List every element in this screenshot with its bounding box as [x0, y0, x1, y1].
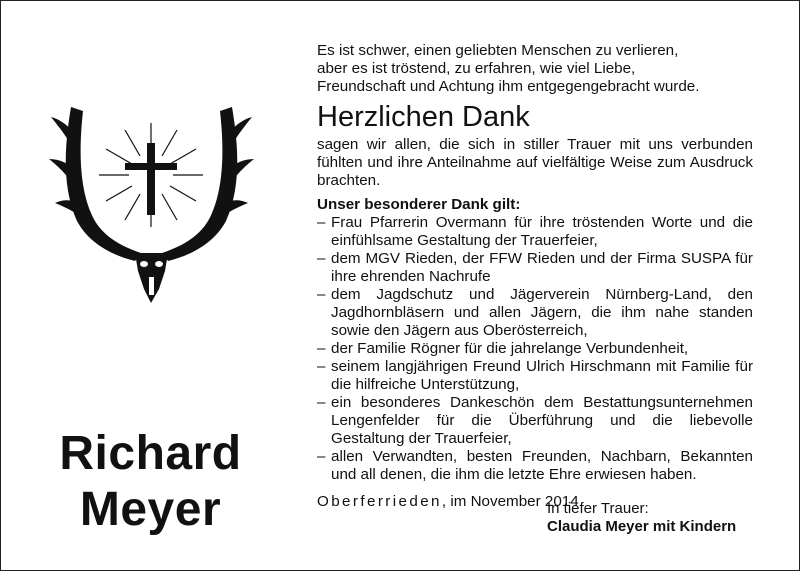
antlers-cross-icon [49, 93, 254, 308]
deceased-last-name: Meyer [79, 483, 222, 536]
intro-line: aber es ist tröstend, zu erfahren, wie viel Liebe, [317, 60, 636, 77]
place: Oberferrieden [317, 493, 442, 510]
deceased-first-name: Richard [59, 427, 242, 480]
special-thanks-title: Unser besonderer Dank gilt: [317, 196, 521, 213]
list-item: – dem MGV Rieden, der FFW Rieden und der Firma SUSPA für ihre ehrenden Nachrufe [317, 250, 753, 286]
list-item: – allen Verwandten, besten Freunden, Nachbarn, Bekannten und all denen, die ihm die letzte Ehre erwiesen haben. [317, 448, 753, 484]
mourning-label: In tiefer Trauer: [547, 500, 649, 517]
list-item: – der Familie Rögner für die jahrelange Verbundenheit, [317, 340, 753, 358]
headline: Herzlichen Dank [317, 101, 530, 133]
intro-verse [317, 42, 753, 96]
thanks-list [317, 214, 753, 484]
signature [547, 500, 736, 536]
list-item: – dem Jagdschutz und Jägerverein Nürnberg-Land, den Jagdhornbläsern und allen Jägern, die ihm nahe standen sowie den Jägern aus Oberösterreich, [317, 286, 753, 340]
list-item: – ein besonderes Dankeschön dem Bestattungsunternehmen Lengenfelder für die Überführung und die liebevolle Gestaltung der Trauerfeier, [317, 394, 753, 448]
deceased-name [23, 426, 278, 538]
list-item: – Frau Pfarrerin Overmann für ihre tröstenden Worte und die einfühlsame Gestaltung der Trauerfeier, [317, 214, 753, 250]
intro-line: Es ist schwer, einen geliebten Menschen zu verlieren, [317, 42, 679, 59]
lead-text: sagen wir allen, die sich in stiller Trauer mit uns verbunden fühlten und ihre Anteilnahme auf vielfältige Weise zum Ausdruck brachten. [317, 136, 753, 189]
intro-line: Freundschaft und Achtung ihm entgegengebracht wurde. [317, 78, 700, 95]
date: , im November 2014 [441, 493, 579, 510]
signer: Claudia Meyer mit Kindern [547, 518, 737, 535]
list-item: – seinem langjährigen Freund Ulrich Hirschmann mit Familie für die hilfreiche Unterstützung, [317, 358, 753, 394]
notice-text [317, 42, 753, 511]
